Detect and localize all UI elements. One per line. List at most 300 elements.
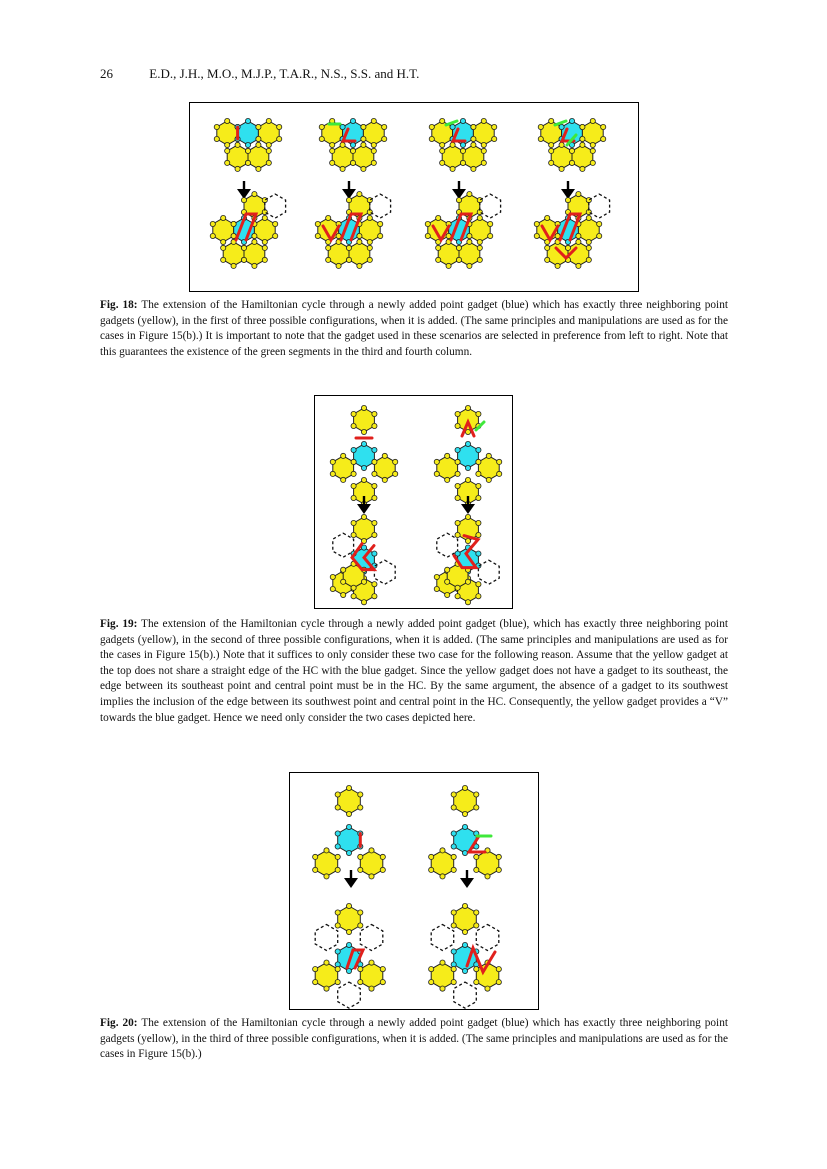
gadget-vertex-dot (476, 471, 481, 476)
gadget-vertex-dot (445, 579, 450, 584)
gadget-vertex-dot (455, 532, 460, 537)
gadget-vertex-dot (455, 447, 460, 452)
yellow-point-gadget (227, 145, 248, 169)
gadget-vertex-dot (231, 221, 236, 226)
gadget-vertex-dot (273, 233, 278, 238)
gadget-vertex-dot (586, 215, 591, 220)
gadget-vertex-dot (476, 411, 481, 416)
gadget-vertex-dot (460, 118, 465, 123)
gadget-vertex-dot (425, 233, 430, 238)
gadget-vertex-dot (315, 233, 320, 238)
gadget-vertex-dot (335, 854, 340, 859)
gadget-vertex-dot (580, 142, 585, 147)
gadget-vertex-dot (393, 471, 398, 476)
gadget-vertex-dot (534, 221, 539, 226)
gadget-vertex-dot (361, 600, 366, 605)
gadget-vertex-dot (474, 792, 479, 797)
gadget-vertex-dot (465, 477, 470, 482)
gadget-vertex-dot (465, 579, 470, 584)
empty-hex-slot (437, 533, 458, 557)
gadget-vertex-dot (361, 124, 366, 129)
gadget-vertex-dot (474, 923, 479, 928)
gadget-vertex-dot (341, 592, 346, 597)
yellow-point-gadget (258, 121, 279, 145)
gadget-vertex-dot (346, 929, 351, 934)
gadget-vertex-dot (313, 867, 318, 872)
gadget-vertex-dot (361, 465, 366, 470)
gadget-vertex-dot (565, 198, 570, 203)
gadget-vertex-dot (358, 923, 363, 928)
gadget-vertex-dot (371, 160, 376, 165)
gadget-vertex-dot (456, 245, 461, 250)
gadget-vertex-dot (335, 967, 340, 972)
gadget-vertex-dot (358, 980, 363, 985)
gadget-vertex-dot (601, 124, 606, 129)
gadget-vertex-dot (326, 257, 331, 262)
gadget-vertex-dot (586, 239, 591, 244)
gadget-vertex-dot (277, 124, 282, 129)
gadget-vertex-dot (460, 160, 465, 165)
gadget-vertex-dot (346, 903, 351, 908)
gadget-vertex-dot (313, 980, 318, 985)
gadget-vertex-dot (335, 980, 340, 985)
gadget-vertex-dot (476, 459, 481, 464)
figure-20-drawing (290, 773, 540, 1011)
gadget-vertex-dot (369, 848, 374, 853)
gadget-vertex-dot (351, 594, 356, 599)
gadget-vertex-dot (474, 910, 479, 915)
gadget-vertex-dot (358, 805, 363, 810)
gadget-vertex-dot (372, 582, 377, 587)
yellow-point-gadget (572, 145, 593, 169)
empty-hex-slot (265, 194, 286, 218)
gadget-vertex-dot (590, 118, 595, 123)
gadget-vertex-dot (369, 874, 374, 879)
gadget-vertex-dot (471, 136, 476, 141)
gadget-vertex-dot (350, 148, 355, 153)
figure-20 (289, 772, 539, 1010)
gadget-vertex-dot (455, 520, 460, 525)
gadget-vertex-dot (361, 441, 366, 446)
gadget-vertex-dot (451, 910, 456, 915)
gadget-vertex-dot (481, 118, 486, 123)
gadget-vertex-dot (361, 429, 366, 434)
gadget-vertex-dot (455, 411, 460, 416)
gadget-vertex-dot (538, 136, 543, 141)
gadget-vertex-dot (221, 215, 226, 220)
gadget-vertex-dot (346, 245, 351, 250)
gadget-vertex-dot (225, 160, 230, 165)
gadget-vertex-dot (434, 471, 439, 476)
gadget-vertex-dot (346, 942, 351, 947)
yellow-point-gadget (473, 121, 494, 145)
gadget-vertex-dot (481, 148, 486, 153)
gadget-vertex-dot (256, 136, 261, 141)
gadget-vertex-dot (277, 136, 282, 141)
gadget-vertex-dot (436, 257, 441, 262)
gadget-vertex-dot (393, 459, 398, 464)
gadget-vertex-dot (456, 198, 461, 203)
figure-19-caption-text: The extension of the Hamiltonian cycle through a newly added point gadget (blue), which has exactly three neighboring point gadgets (yellow), in the second of three possible configurations, when it is added. (The same principles and manipulations are used as for the cases in Figure 15(b).) Note that it suffices to only consider these two case for the following reason. Assume that the yellow gadget at the top does not share a straight edge of the HC with the blue gadget. Since the yellow gadget does not have a gadget to its southeast, the edge between its southeast point and central point must be in the HC. By the same argument, the absence of a gadget to its southwest implies the inclusion of the edge between its southwest point and central point in the HC. Consequently, the yellow gadget provides a “V” towards the blue gadget. Hence we need only consider the two cases depicted here. (100, 618, 728, 724)
gadget-vertex-dot (262, 239, 267, 244)
gadget-vertex-dot (371, 118, 376, 123)
gadget-vertex-dot (225, 148, 230, 153)
gadget-vertex-dot (440, 142, 445, 147)
gadget-vertex-dot (324, 960, 329, 965)
gadget-vertex-dot (351, 411, 356, 416)
gadget-vertex-dot (440, 148, 445, 153)
figure-18-caption-text: The extension of the Hamiltonian cycle through a newly added point gadget (blue) which has exactly three neighboring point gadgets (yellow), in the first of three possible configurations, when it is added. (The same principles and manipulations are used as for the cases in Figure 15(b).) It is important to note that the gadget used in these scenarios are selected in preference from left to right. Note that this guarantees the existence of the green segments in the third and fourth column. (100, 299, 728, 358)
yellow-point-gadget (354, 517, 375, 541)
gadget-vertex-dot (465, 600, 470, 605)
blue-point-gadget (454, 827, 477, 853)
gadget-vertex-dot (492, 124, 497, 129)
gadget-vertex-dot (445, 592, 450, 597)
yellow-point-gadget (463, 145, 484, 169)
gadget-vertex-dot (351, 423, 356, 428)
gadget-vertex-dot (372, 520, 377, 525)
yellow-point-gadget (363, 121, 384, 145)
gadget-vertex-dot (367, 239, 372, 244)
transition-arrow-head (357, 504, 371, 514)
gadget-vertex-dot (434, 574, 439, 579)
gadget-vertex-dot (367, 198, 372, 203)
gadget-vertex-dot (451, 854, 456, 859)
yellow-point-gadget (578, 218, 599, 242)
figure-20-caption (100, 1016, 728, 1063)
gadget-vertex-dot (382, 124, 387, 129)
gadget-vertex-dot (450, 142, 455, 147)
gadget-vertex-dot (496, 867, 501, 872)
gadget-vertex-dot (545, 245, 550, 250)
figure-20-caption-text: The extension of the Hamiltonian cycle through a newly added point gadget (blue) which has exactly three neighboring point gadgets (yellow), in the third of three possible configurations, when it is added. (The same principles and manipulations are used as for the cases in Figure 15(b).) (100, 1017, 728, 1061)
gadget-vertex-dot (256, 166, 261, 171)
gadget-vertex-dot (335, 805, 340, 810)
gadget-vertex-dot (451, 949, 456, 954)
gadget-vertex-dot (477, 198, 482, 203)
gadget-vertex-dot (455, 551, 460, 556)
gadget-vertex-dot (372, 423, 377, 428)
gadget-vertex-dot (455, 423, 460, 428)
yellow-point-gadget (469, 218, 490, 242)
gadget-vertex-dot (335, 831, 340, 836)
gadget-vertex-dot (361, 166, 366, 171)
gadget-vertex-dot (460, 142, 465, 147)
hc-green-edge (446, 121, 457, 125)
gadget-vertex-dot (361, 142, 366, 147)
gadget-vertex-dot (346, 257, 351, 262)
gadget-vertex-dot (586, 245, 591, 250)
gadget-vertex-dot (324, 874, 329, 879)
gadget-vertex-dot (315, 221, 320, 226)
gadget-vertex-dot (451, 867, 456, 872)
gadget-vertex-dot (367, 245, 372, 250)
gadget-vertex-dot (476, 520, 481, 525)
gadget-vertex-dot (335, 844, 340, 849)
gadget-vertex-dot (372, 483, 377, 488)
gadget-vertex-dot (350, 142, 355, 147)
gadget-vertex-dot (429, 124, 434, 129)
gadget-vertex-dot (462, 942, 467, 947)
gadget-vertex-dot (474, 967, 479, 972)
gadget-vertex-dot (486, 477, 491, 482)
yellow-point-gadget (338, 906, 361, 932)
gadget-vertex-dot (455, 585, 460, 590)
gadget-vertex-dot (341, 453, 346, 458)
gadget-vertex-dot (346, 785, 351, 790)
gadget-vertex-dot (467, 263, 472, 268)
gadget-vertex-dot (465, 465, 470, 470)
gadget-vertex-dot (351, 471, 356, 476)
gadget-vertex-dot (358, 967, 363, 972)
yellow-point-gadget (437, 456, 458, 480)
blue-point-gadget (458, 444, 479, 468)
gadget-vertex-dot (330, 471, 335, 476)
gadget-vertex-dot (445, 567, 450, 572)
gadget-vertex-dot (252, 263, 257, 268)
gadget-vertex-dot (534, 233, 539, 238)
gadget-vertex-dot (580, 166, 585, 171)
gadget-vertex-dot (549, 160, 554, 165)
gadget-vertex-dot (346, 850, 351, 855)
yellow-point-gadget (582, 121, 603, 145)
gadget-vertex-dot (351, 459, 356, 464)
gadget-vertex-dot (262, 245, 267, 250)
gadget-vertex-dot (358, 792, 363, 797)
gadget-vertex-dot (358, 854, 363, 859)
gadget-vertex-dot (601, 136, 606, 141)
figure-19 (314, 395, 513, 609)
gadget-vertex-dot (210, 233, 215, 238)
empty-hex-slot (478, 560, 499, 584)
gadget-vertex-dot (477, 239, 482, 244)
gadget-vertex-dot (330, 142, 335, 147)
gadget-vertex-dot (497, 471, 502, 476)
gadget-vertex-dot (429, 136, 434, 141)
gadget-vertex-dot (586, 198, 591, 203)
yellow-point-gadget (478, 456, 499, 480)
gadget-vertex-dot (446, 263, 451, 268)
gadget-vertex-dot (485, 874, 490, 879)
gadget-vertex-dot (445, 453, 450, 458)
yellow-point-gadget (431, 850, 454, 876)
gadget-vertex-dot (335, 923, 340, 928)
yellow-point-gadget (244, 242, 265, 266)
gadget-vertex-dot (451, 805, 456, 810)
gadget-vertex-dot (262, 215, 267, 220)
gadget-vertex-dot (436, 245, 441, 250)
gadget-vertex-dot (440, 986, 445, 991)
gadget-vertex-dot (330, 586, 335, 591)
gadget-vertex-dot (486, 453, 491, 458)
gadget-vertex-dot (214, 124, 219, 129)
gadget-vertex-dot (350, 160, 355, 165)
gadget-vertex-dot (440, 960, 445, 965)
transition-arrow-head (344, 878, 358, 888)
gadget-vertex-dot (380, 854, 385, 859)
hc-green-edge (555, 121, 566, 125)
gadget-vertex-dot (580, 136, 585, 141)
gadget-vertex-dot (429, 867, 434, 872)
gadget-vertex-dot (467, 239, 472, 244)
gadget-vertex-dot (367, 215, 372, 220)
yellow-point-gadget (248, 145, 269, 169)
gadget-vertex-dot (496, 980, 501, 985)
gadget-vertex-dot (436, 215, 441, 220)
gadget-vertex-dot (460, 148, 465, 153)
gadget-vertex-dot (597, 221, 602, 226)
gadget-vertex-dot (330, 459, 335, 464)
gadget-vertex-dot (262, 257, 267, 262)
gadget-vertex-dot (330, 148, 335, 153)
figure-20-label: Fig. 20: (100, 1017, 138, 1029)
gadget-vertex-dot (476, 582, 481, 587)
gadget-vertex-dot (455, 483, 460, 488)
gadget-vertex-dot (358, 867, 363, 872)
gadget-vertex-dot (497, 459, 502, 464)
gadget-vertex-dot (245, 160, 250, 165)
empty-hex-slot (360, 925, 383, 951)
gadget-vertex-dot (335, 792, 340, 797)
gadget-vertex-dot (372, 411, 377, 416)
gadget-vertex-dot (319, 124, 324, 129)
gadget-vertex-dot (214, 136, 219, 141)
gadget-vertex-dot (256, 142, 261, 147)
gadget-vertex-dot (429, 980, 434, 985)
gadget-vertex-dot (210, 221, 215, 226)
transition-arrow-head (460, 878, 474, 888)
gadget-vertex-dot (477, 215, 482, 220)
gadget-vertex-dot (380, 980, 385, 985)
gadget-vertex-dot (465, 514, 470, 519)
gadget-vertex-dot (440, 160, 445, 165)
gadget-vertex-dot (471, 166, 476, 171)
gadget-vertex-dot (231, 263, 236, 268)
gadget-vertex-dot (545, 257, 550, 262)
gadget-vertex-dot (372, 495, 377, 500)
gadget-vertex-dot (576, 233, 581, 238)
yellow-point-gadget (476, 850, 499, 876)
gadget-vertex-dot (465, 429, 470, 434)
gadget-vertex-dot (225, 142, 230, 147)
gadget-vertex-dot (319, 136, 324, 141)
gadget-vertex-dot (450, 166, 455, 171)
gadget-vertex-dot (336, 263, 341, 268)
gadget-vertex-dot (467, 233, 472, 238)
yellow-point-gadget (551, 145, 572, 169)
gadget-vertex-dot (481, 160, 486, 165)
page-number: 26 (100, 66, 113, 81)
yellow-point-gadget (431, 963, 454, 989)
gadget-vertex-dot (559, 166, 564, 171)
gadget-vertex-dot (378, 233, 383, 238)
figure-18 (189, 102, 639, 292)
gadget-vertex-dot (549, 118, 554, 123)
gadget-vertex-dot (455, 471, 460, 476)
gadget-vertex-dot (372, 471, 377, 476)
gadget-vertex-dot (351, 495, 356, 500)
gadget-vertex-dot (382, 477, 387, 482)
gadget-vertex-dot (474, 805, 479, 810)
gadget-vertex-dot (351, 483, 356, 488)
yellow-point-gadget (359, 218, 380, 242)
gadget-vertex-dot (221, 239, 226, 244)
gadget-vertex-dot (496, 967, 501, 972)
gadget-vertex-dot (425, 221, 430, 226)
yellow-point-gadget (217, 121, 238, 145)
gadget-vertex-dot (451, 980, 456, 985)
gadget-vertex-dot (380, 867, 385, 872)
yellow-point-gadget (459, 242, 480, 266)
yellow-point-gadget (315, 850, 338, 876)
gadget-vertex-dot (382, 136, 387, 141)
gadget-vertex-dot (371, 148, 376, 153)
gadget-vertex-dot (372, 447, 377, 452)
gadget-vertex-dot (462, 824, 467, 829)
gadget-vertex-dot (335, 910, 340, 915)
yellow-point-gadget (333, 456, 354, 480)
gadget-vertex-dot (474, 980, 479, 985)
yellow-point-gadget (213, 218, 234, 242)
gadget-vertex-dot (335, 867, 340, 872)
gadget-vertex-dot (346, 198, 351, 203)
gadget-vertex-dot (335, 949, 340, 954)
gadget-vertex-dot (569, 160, 574, 165)
gadget-vertex-dot (580, 124, 585, 129)
gadget-vertex-dot (382, 453, 387, 458)
yellow-point-gadget (354, 408, 375, 432)
gadget-vertex-dot (481, 142, 486, 147)
gadget-vertex-dot (476, 483, 481, 488)
gadget-vertex-dot (241, 198, 246, 203)
empty-hex-slot (589, 194, 610, 218)
gadget-vertex-dot (590, 148, 595, 153)
yellow-point-gadget (360, 850, 383, 876)
gadget-vertex-dot (565, 245, 570, 250)
gadget-vertex-dot (569, 118, 574, 123)
yellow-point-gadget (254, 218, 275, 242)
gadget-vertex-dot (273, 221, 278, 226)
gadget-vertex-dot (576, 263, 581, 268)
gadget-vertex-dot (496, 854, 501, 859)
blue-point-gadget (238, 121, 259, 145)
figure-18-label: Fig. 18: (100, 299, 138, 311)
gadget-vertex-dot (440, 874, 445, 879)
gadget-vertex-dot (476, 447, 481, 452)
gadget-vertex-dot (330, 160, 335, 165)
page-header (100, 66, 419, 82)
gadget-vertex-dot (252, 192, 257, 197)
gadget-vertex-dot (440, 118, 445, 123)
yellow-point-gadget (374, 456, 395, 480)
gadget-vertex-dot (313, 967, 318, 972)
gadget-vertex-dot (471, 142, 476, 147)
empty-hex-slot (480, 194, 501, 218)
gadget-vertex-dot (266, 160, 271, 165)
gadget-vertex-dot (380, 967, 385, 972)
figure-19-caption (100, 617, 728, 726)
gadget-vertex-dot (429, 854, 434, 859)
empty-hex-slot (370, 194, 391, 218)
gadget-vertex-dot (538, 124, 543, 129)
gadget-vertex-dot (492, 136, 497, 141)
gadget-vertex-dot (462, 968, 467, 973)
gadget-vertex-dot (235, 142, 240, 147)
yellow-point-gadget (349, 242, 370, 266)
gadget-vertex-dot (372, 532, 377, 537)
gadget-vertex-dot (450, 124, 455, 129)
gadget-vertex-dot (241, 245, 246, 250)
